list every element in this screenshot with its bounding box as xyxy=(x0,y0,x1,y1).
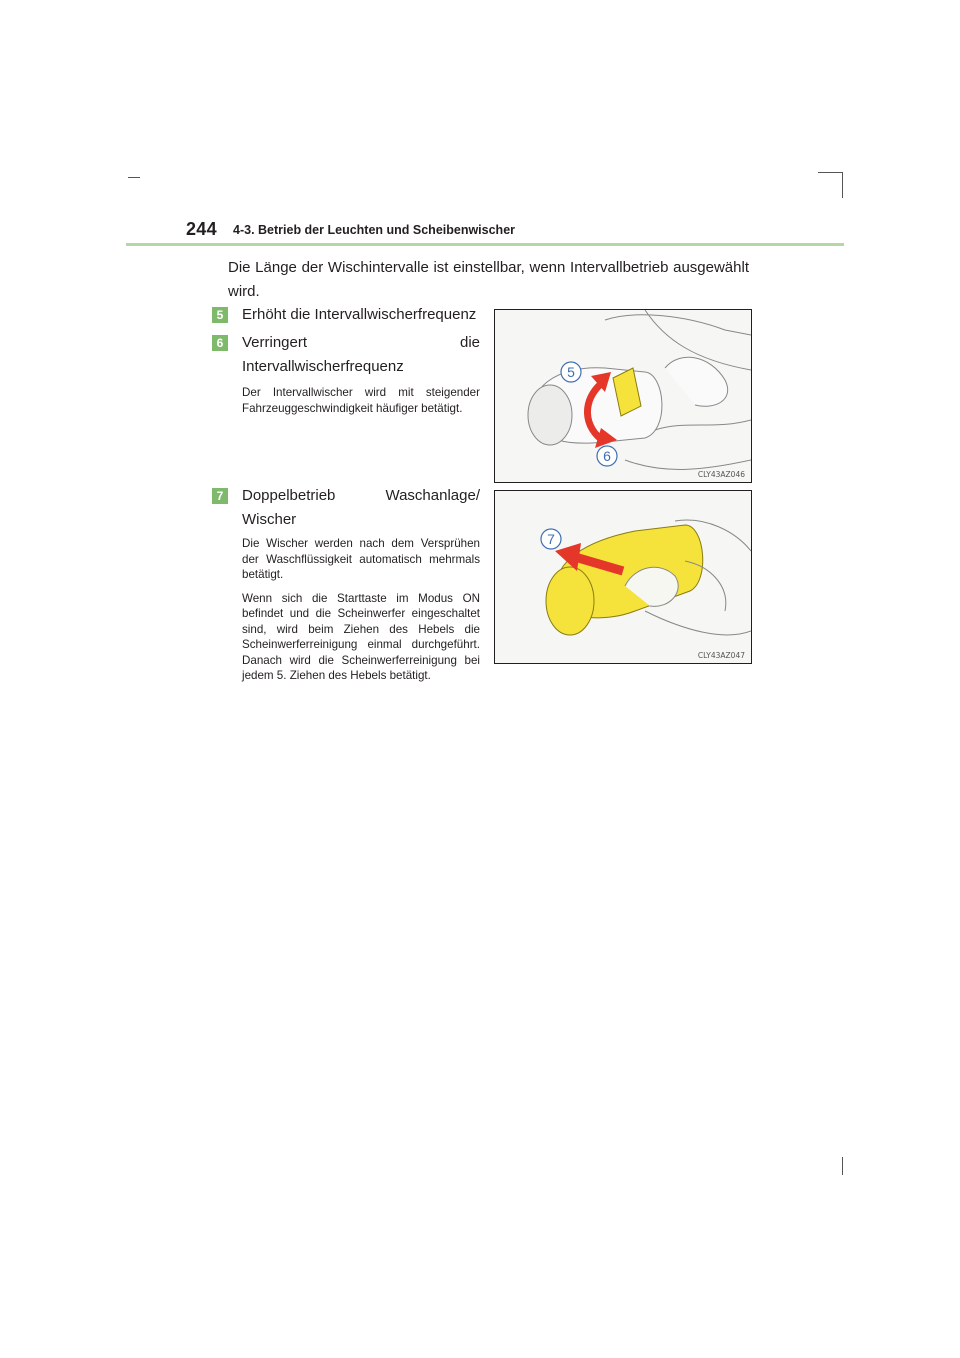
figure-code: CLY43AZ047 xyxy=(697,651,745,660)
figure-washer-wiper xyxy=(494,490,752,664)
item-label: Erhöht die Intervallwischerfrequenz xyxy=(242,306,477,323)
list-item-7 xyxy=(212,484,480,532)
item-number-badge: 6 xyxy=(212,335,228,351)
figure-label-7: 7 xyxy=(547,531,555,547)
washer-lever-illustration xyxy=(495,491,751,663)
crop-mark-top-right-h xyxy=(818,172,842,173)
item-number-badge: 5 xyxy=(212,307,228,323)
note-text: Der Intervallwischer wird mit steigender Fahrzeuggeschwindigkeit häufiger betätigt. xyxy=(242,386,480,415)
list-item-5 xyxy=(212,303,480,327)
item-label: Doppelbetrieb Waschanlage/ Wischer xyxy=(242,487,480,528)
figure-label-6: 6 xyxy=(603,448,611,464)
intro-paragraph: Die Länge der Wischintervalle ist einstellbar, wenn Intervallbetrieb ausgewählt wird. xyxy=(228,259,749,300)
crop-mark-top-left xyxy=(128,177,140,178)
crop-mark-bottom-right xyxy=(842,1157,843,1175)
note-text: Wenn sich die Starttaste im Modus ON befindet und die Scheinwerfer eingeschaltet sind, wird beim Ziehen des Hebels die Scheinwerferreinigung einmal durchgeführt. Danach wird die Scheinwerferreinigung bei jedem 5. Ziehen des Hebels betätigt. xyxy=(242,591,480,682)
item-number-badge: 7 xyxy=(212,488,228,504)
note-text: Die Wischer werden nach dem Versprühen der Waschflüssigkeit automatisch mehrmals betätigt. xyxy=(242,537,480,581)
item-7-notes xyxy=(242,536,480,692)
figure-code: CLY43AZ046 xyxy=(697,470,745,479)
crop-mark-top-right-v xyxy=(842,172,843,198)
page-number: 244 xyxy=(186,219,217,239)
header-rule xyxy=(126,243,844,246)
wiper-lever-illustration xyxy=(495,310,751,482)
section-title: 4-3. Betrieb der Leuchten und Scheibenwischer xyxy=(233,223,516,237)
item-label: Verringert die Intervallwischerfrequenz xyxy=(242,334,480,375)
figure-label-5: 5 xyxy=(567,364,575,380)
item-6-note xyxy=(242,385,480,424)
list-item-6 xyxy=(212,331,480,379)
figure-wiper-interval xyxy=(494,309,752,483)
